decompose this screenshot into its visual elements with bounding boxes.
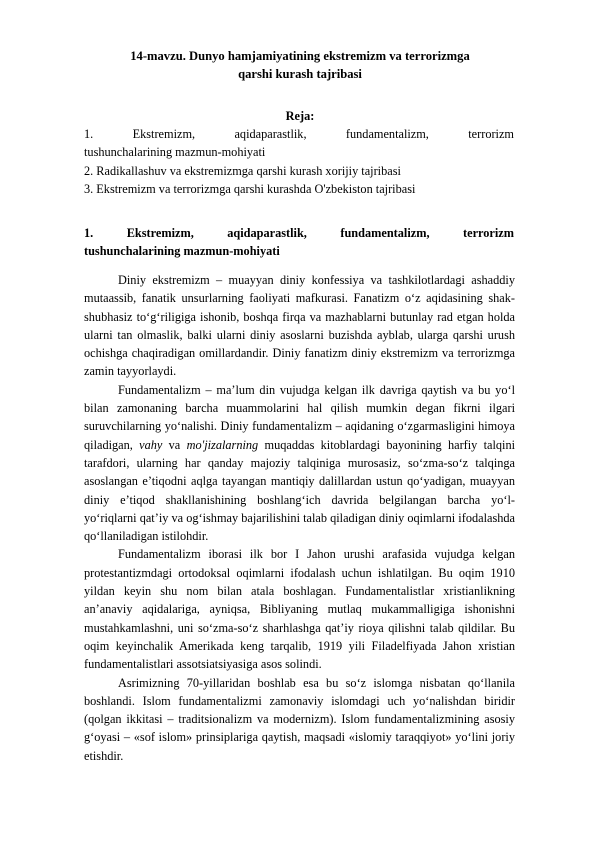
paragraph-2-part-3: muqaddas kitoblardagi bayonining harfiy talqini tarafdori, ularning har qanday majoziy talqiniga murosasiz, so‘zma-so‘z talqinga asoslangan e’tiqodni aqlga tayangan mantiqiy dalillardan ustun qo‘yadigan, muayyan diniy e’tiqod shakllanishining boshlang‘ich davrida belgilangan barcha yo‘l- yo‘riqlarni qat’iy va og‘ishmay bajarilishini talab qiladigan diniy oqimlarni ifodalashda qo‘llaniladigan istilohdir. xyxy=(84,437,516,544)
paragraph-1: Diniy ekstremizm – muayyan diniy konfessiya va tashkilotlardagi ashaddiy mutaassib, fanatik unsurlarning faoliyati mafkurasi. Fanatizm o‘z aqidasining shak-shubhasiz to‘g‘riligiga ishonib, boshqa firqa va mazhablarni butunlay rad etgan holda ularni tan olmaslik, balki ularni diniy asoslarni buzishda ayblab, ularga qarshi urush ochishga chaqiradigan omillardandir. Diniy fanatizm diniy ekstremizm va terrorizmga zamin tayyorlaydi. xyxy=(84,273,515,379)
plan-item-1: 1. Ekstremizm, aqidaparastlik, fundamentalizm, terrorizm xyxy=(84,127,514,141)
section-heading xyxy=(84,224,514,261)
paragraph-2-italic-2: mo'jizalarning xyxy=(186,437,259,452)
plan-item-1-continued: tushunchalarining mazmun-mohiyati xyxy=(84,145,266,160)
section-heading-line-2: tushunchalarining mazmun-mohiyati xyxy=(84,244,280,259)
plan-list xyxy=(84,125,514,198)
section-heading-line-1: 1. Ekstremizm, aqidaparastlik, fundamentalizm, terrorizm xyxy=(84,226,514,240)
title-line-1: 14-mavzu. Dunyo hamjamiyatining ekstremizm va terrorizmga xyxy=(130,49,470,63)
plan-item-3: 3. Ekstremizm va terrorizmga qarshi kurashda O'zbekiston tajribasi xyxy=(84,181,416,196)
body-text xyxy=(84,271,515,765)
plan-heading: Reja: xyxy=(285,109,315,123)
paragraph-2-part-1: Fundamentalizm – ma’lum din vujudga kelgan ilk davriga qaytish va bu yo‘l bilan zamonaning barcha muammolarini hal qilish mumkin degan fikrni ilgari suruvchilarning yo‘nalishi. Diniy fundamentalizm – aqidaning o‘zgarmasligini himoya qiladigan, xyxy=(84,382,515,452)
paragraph-2 xyxy=(84,381,515,546)
paragraph-2-part-2: va xyxy=(168,437,181,452)
title-line-2: qarshi kurash tajribasi xyxy=(238,67,362,81)
paragraph-2-italic-1: vahy xyxy=(139,437,163,452)
paragraph-4: Asrimizning 70-yillaridan boshlab esa bu so‘z islomga nisbatan qo‘llanila boshlandi. Islom fundamentalizmi zamonaviy islomdagi uch yo‘nalishdan biridir (qolgan ikkitasi – traditsionalizm va modernizm). Islom fundamentalizmining asosiy g‘oyasi – «sof islom» prinsiplariga qaytish, maqsadi «islomiy taraqqiyot» yo‘lini joriy etishdir. xyxy=(84,675,515,763)
paragraph-3: Fundamentalizm iborasi ilk bor I Jahon urushi arafasida vujudga kelgan protestantizmdagi ortodoksal oqimlarni ifodalash uchun ishlatilgan. Bu oqim 1910 yildan keyin shu nom bilan atala boshlagan. Fundamentalistlar xristianlikning an’anaviy aqidalariga, ayniqsa, Bibliyaning mutlaq mukammalligiga ishonishni mustahkamlashni, uni so‘zma-so‘z sharhlashga qat’iy rioya qilishni talab qildilar. Bu oqim keyinchalik Amerikada keng tarqalib, 1919 yili Filadelfiyada Jahon xristian fundamentalistlari assotsiatsiyasiga asos solindi. xyxy=(84,547,515,672)
document-title xyxy=(60,47,540,83)
plan-item-2: 2. Radikallashuv va ekstremizmga qarshi kurash xorijiy tajribasi xyxy=(84,163,401,178)
